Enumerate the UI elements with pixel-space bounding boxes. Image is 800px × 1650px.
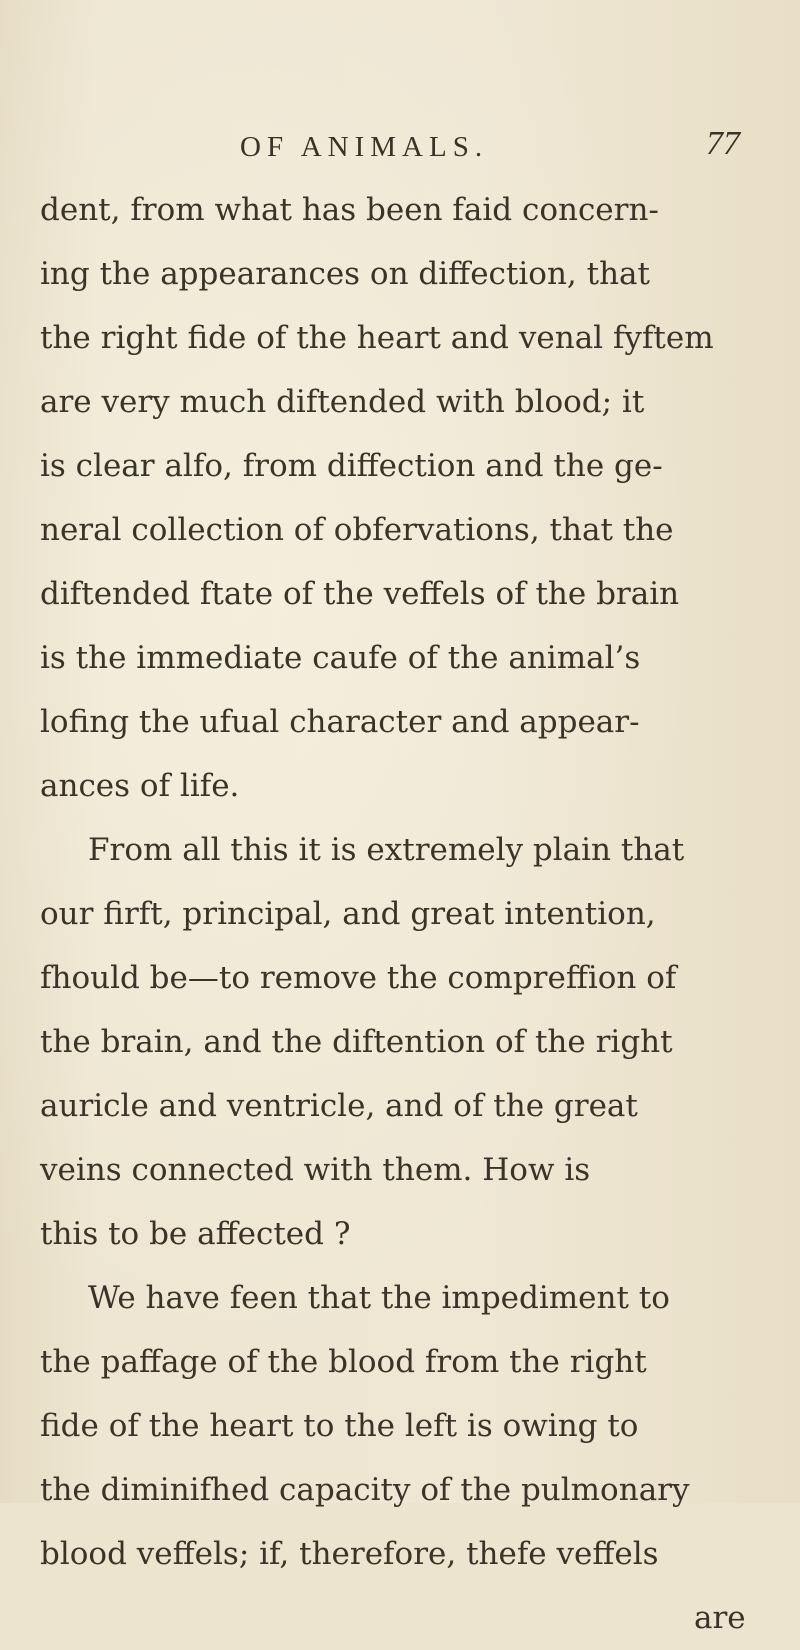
- text-line: diftended ftate of the veffels of the brain: [40, 576, 680, 612]
- text-line: fide of the heart to the left is owing to: [40, 1408, 639, 1444]
- text-line: auricle and ventricle, and of the great: [40, 1088, 638, 1124]
- text-line: ing the appearances on diffection, that: [40, 256, 650, 292]
- text-line: is the immediate caufe of the animal’s: [40, 640, 641, 676]
- text-line: lofing the ufual character and appear-: [40, 704, 640, 740]
- text-line: the right fide of the heart and venal fyftem: [40, 320, 714, 356]
- text-line: the diminifhed capacity of the pulmonary: [40, 1472, 690, 1508]
- running-head: OF ANIMALS.: [240, 131, 489, 163]
- text-line: our firft, principal, and great intention,: [40, 896, 656, 932]
- text-line: veins connected with them. How is: [40, 1152, 591, 1188]
- text-line: fhould be—to remove the compreffion of: [40, 960, 677, 996]
- text-line-indented: We have feen that the impediment to: [88, 1280, 670, 1316]
- text-line: the paffage of the blood from the right: [40, 1344, 647, 1380]
- text-line: neral collection of obfervations, that the: [40, 512, 674, 548]
- text-line: the brain, and the diftention of the right: [40, 1024, 673, 1060]
- text-line-last: ances of life.: [40, 768, 240, 804]
- catchword: are: [694, 1600, 746, 1636]
- text-line: blood veffels; if, therefore, thefe veffels: [40, 1536, 659, 1572]
- text-line: dent, from what has been faid concern-: [40, 192, 659, 228]
- text-line-last: this to be affected ?: [40, 1216, 351, 1252]
- text-line: are very much diftended with blood; it: [40, 384, 645, 420]
- text-line-indented: From all this it is extremely plain that: [88, 832, 685, 868]
- page-header: [0, 125, 800, 175]
- page-number: 77: [706, 125, 740, 162]
- text-line: is clear alfo, from diffection and the ge-: [40, 448, 663, 484]
